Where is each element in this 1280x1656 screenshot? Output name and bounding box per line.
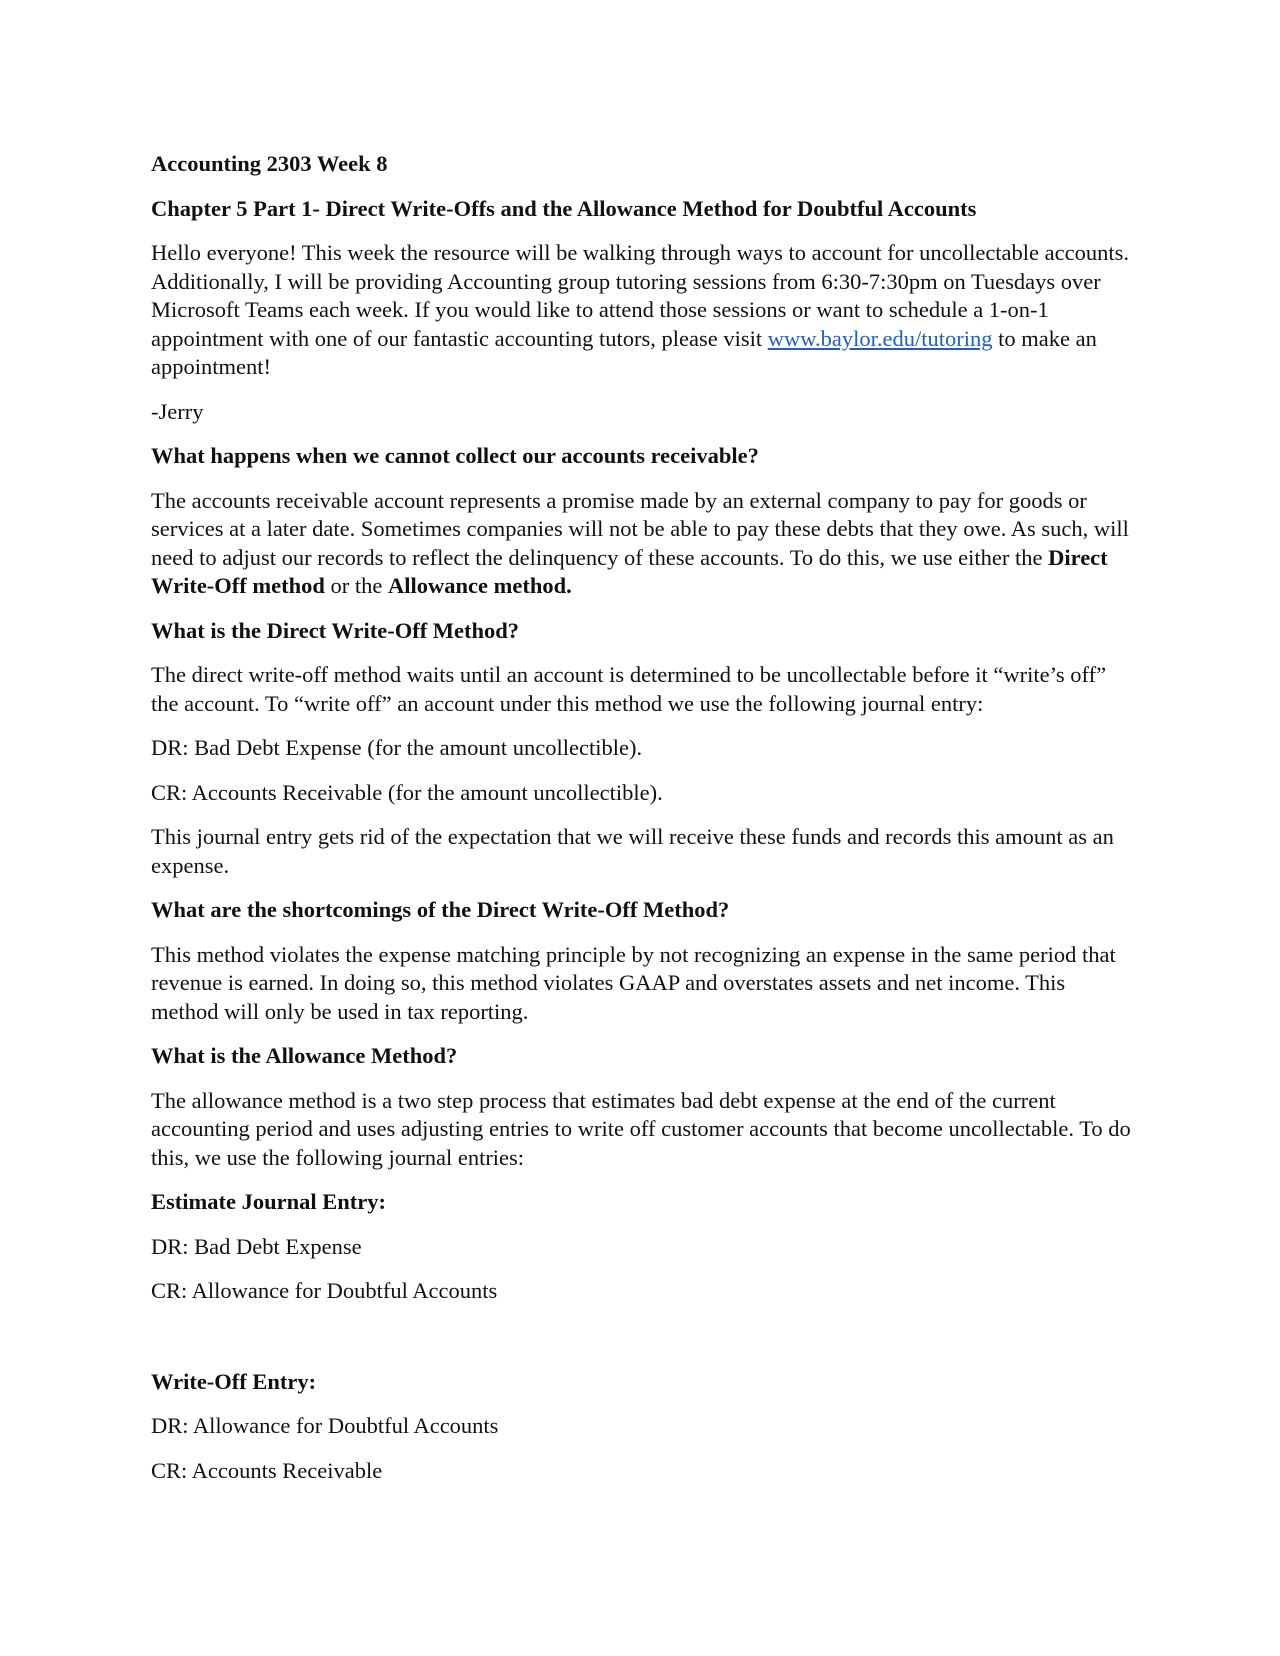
section-body-allowance: The allowance method is a two step process that estimates bad debt expense at the end of the current accounting period and uses adjusting entries to write off customer accounts that become uncollectable. To do this, we use the following journal entries: <box>151 1087 1131 1170</box>
tutoring-link[interactable]: www.baylor.edu/tutoring <box>767 325 993 351</box>
intro-paragraph <box>151 239 1131 382</box>
section-body-collect <box>151 487 1131 601</box>
direct-explanation: This journal entry gets rid of the expectation that we will receive these funds and records this amount as an expense. <box>151 824 1114 878</box>
section-heading-direct: What is the Direct Write-Off Method? <box>151 617 520 643</box>
allowance-term: Allowance method. <box>388 573 572 598</box>
intro-text: Hello everyone! This week the resource will be walking through ways to account for uncollectable accounts. Additionally, I will be providing Accounting group tutoring sessions from 6:30-7:30pm on Tuesdays over Microsoft Teams each week. If you would like to attend those sessions or want to schedule a 1-on-1 appointment with one of our fantastic accounting tutors, please visit <box>151 240 1130 351</box>
section-body-shortcomings: This method violates the expense matching principle by not recognizing an expense in the same period that revenue is earned. In doing so, this method violates GAAP and overstates assets and net income. This method will only be used in tax reporting. <box>151 941 1116 1024</box>
document-subtitle: Chapter 5 Part 1- Direct Write-Offs and the Allowance Method for Doubtful Accounts <box>151 195 977 221</box>
writeoff-credit-line: CR: Accounts Receivable <box>151 1457 383 1483</box>
section-heading-collect: What happens when we cannot collect our accounts receivable? <box>151 443 759 468</box>
section-body-direct: The direct write-off method waits until an account is determined to be uncollectable before it “write’s off” the account. To “write off” an account under this method we use the following journal entry: <box>151 662 1107 716</box>
blank-line <box>151 1322 1131 1368</box>
document-title: Accounting 2303 Week 8 <box>151 151 388 176</box>
direct-credit-line: CR: Accounts Receivable (for the amount uncollectible). <box>151 779 663 805</box>
estimate-credit-line: CR: Allowance for Doubtful Accounts <box>151 1278 498 1303</box>
document-page <box>151 150 1131 1501</box>
section-heading-allowance: What is the Allowance Method? <box>151 1043 458 1068</box>
or-text: or the <box>330 573 383 598</box>
writeoff-entry-heading: Write-Off Entry: <box>151 1368 317 1394</box>
estimate-entry-heading: Estimate Journal Entry: <box>151 1189 386 1214</box>
intro-text-end: to make an appointment! <box>151 325 1097 379</box>
writeoff-debit-line: DR: Allowance for Doubtful Accounts <box>151 1413 499 1438</box>
direct-debit-line: DR: Bad Debt Expense (for the amount uncollectible). <box>151 735 643 760</box>
signature: -Jerry <box>151 398 204 424</box>
collect-text: The accounts receivable account represents a promise made by an external company to pay for goods or services at a later date. Sometimes companies will not be able to pay these debts that they owe. As such, will need to adjust our records to reflect the delinquency of these accounts. To do this, we use either the <box>151 487 1129 570</box>
section-heading-shortcomings: What are the shortcomings of the Direct Write-Off Method? <box>151 897 730 922</box>
direct-writeoff-term: Direct Write-Off method <box>151 544 1108 598</box>
estimate-debit-line: DR: Bad Debt Expense <box>151 1233 362 1259</box>
